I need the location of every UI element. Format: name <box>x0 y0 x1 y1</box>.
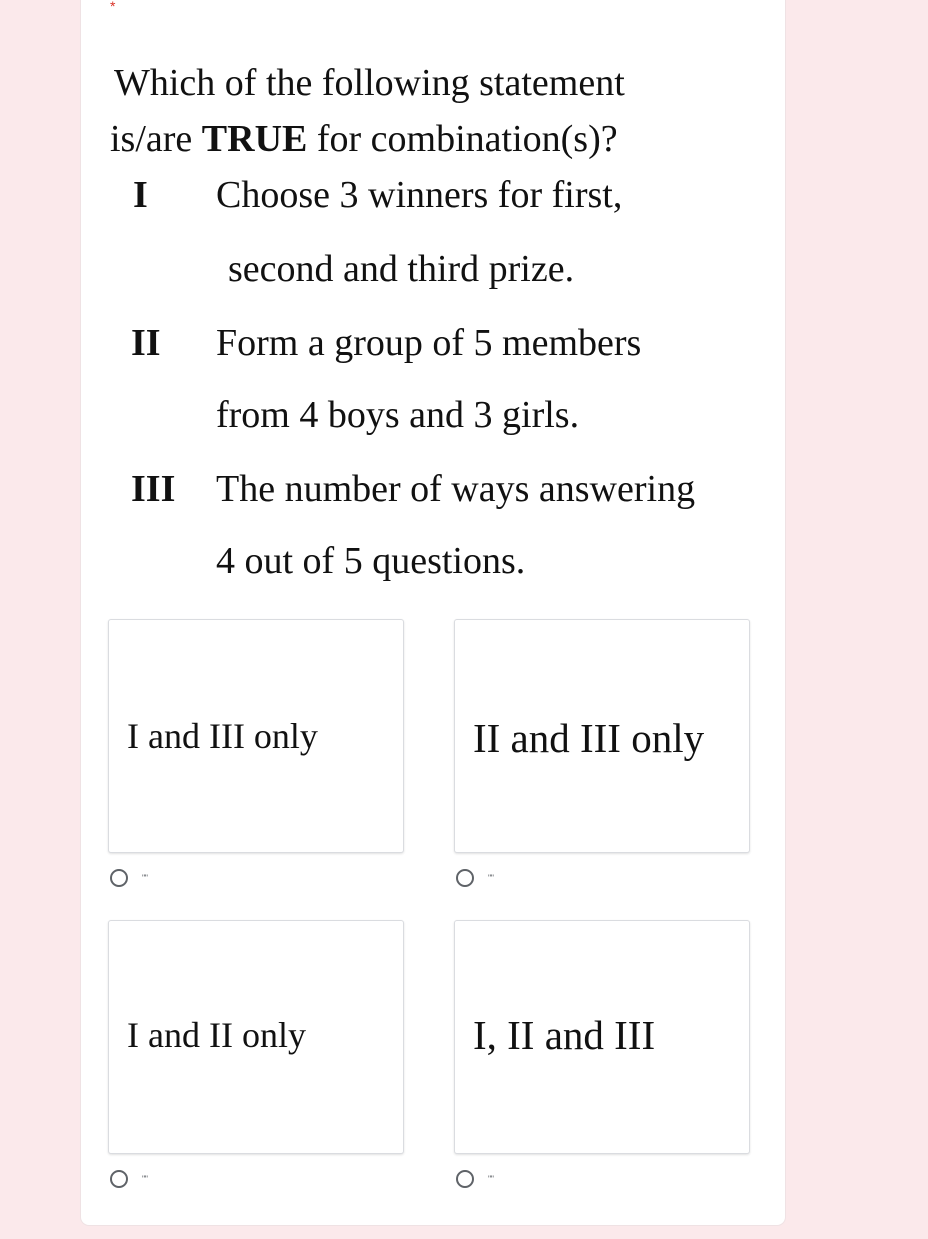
radio-button-4[interactable] <box>456 1170 474 1188</box>
question-line-2 <box>110 120 618 158</box>
option-image-1 <box>108 619 404 853</box>
question-image <box>0 0 928 600</box>
statement-numeral-1: I <box>133 174 148 216</box>
statement-1-line-1: Choose 3 winners for first, <box>216 174 623 216</box>
option-radio-row-1[interactable] <box>110 869 147 887</box>
statement-numeral-3: III <box>131 468 176 510</box>
option-image-2 <box>454 619 750 853</box>
option-label-4: "" <box>488 1174 494 1184</box>
statement-numeral-2: II <box>131 322 161 364</box>
option-label-2: "" <box>488 873 494 883</box>
option-text-1: I and III only <box>127 716 318 756</box>
statement-3-line-2: 4 out of 5 questions. <box>216 540 526 582</box>
required-asterisk: * <box>110 0 116 14</box>
option-image-3 <box>108 920 404 1154</box>
radio-button-3[interactable] <box>110 1170 128 1188</box>
question-emphasis: TRUE <box>201 118 308 160</box>
radio-button-2[interactable] <box>456 869 474 887</box>
option-radio-row-4[interactable] <box>456 1170 493 1188</box>
question-line-1: Which of the following statement <box>114 62 625 104</box>
option-text-4: I, II and III <box>473 1012 656 1058</box>
statement-2-line-1: Form a group of 5 members <box>216 322 642 364</box>
statement-3-line-1: The number of ways answering <box>216 468 696 510</box>
option-text-2: II and III only <box>473 715 705 761</box>
option-text-3: I and II only <box>127 1015 306 1055</box>
question-line-2-prefix: is/are <box>110 118 202 160</box>
statement-2-line-2: from 4 boys and 3 girls. <box>216 394 580 436</box>
option-radio-row-3[interactable] <box>110 1170 147 1188</box>
radio-button-1[interactable] <box>110 869 128 887</box>
option-image-4 <box>454 920 750 1154</box>
question-line-2-suffix: for combination(s)? <box>307 118 618 160</box>
option-label-3: "" <box>142 1174 148 1184</box>
statement-1-line-2: second and third prize. <box>228 248 575 290</box>
option-label-1: "" <box>142 873 148 883</box>
option-radio-row-2[interactable] <box>456 869 493 887</box>
